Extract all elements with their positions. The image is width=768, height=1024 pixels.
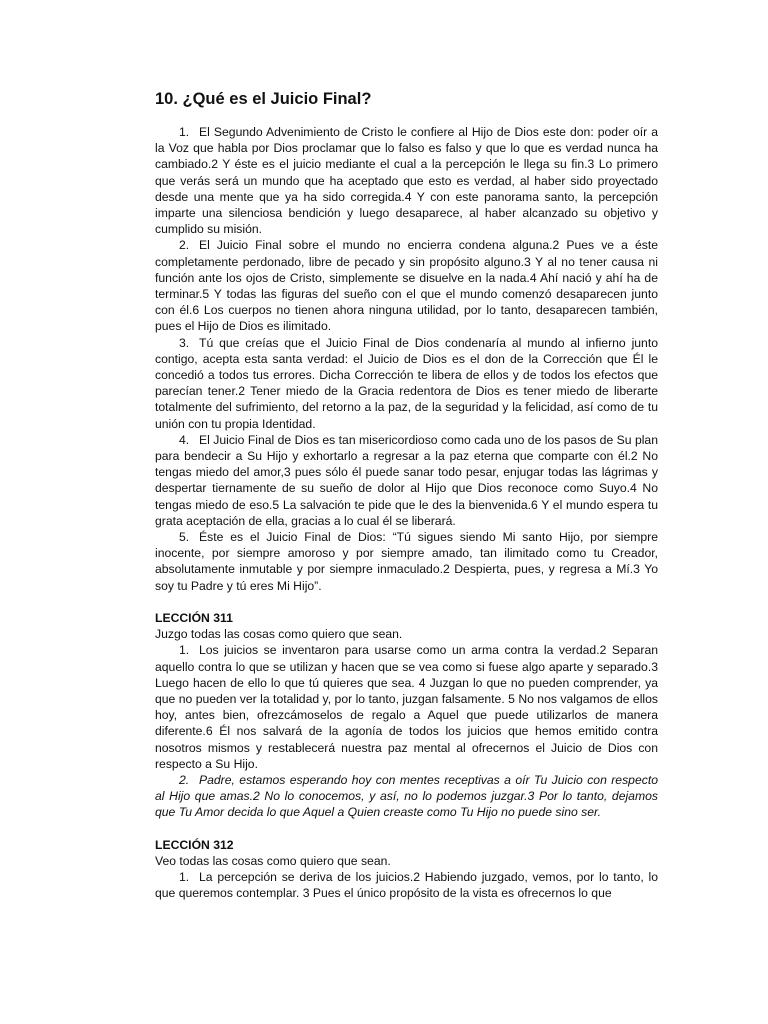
paragraph — [155, 642, 658, 772]
paragraph-number: 5. — [179, 530, 190, 545]
paragraph — [155, 124, 658, 237]
lesson-312-heading: LECCIÓN 312 — [155, 837, 234, 852]
paragraph-text: El Segundo Advenimiento de Cristo le confiere al Hijo de Dios este don: poder oír a la Voz que habla por Dios proclamar que lo falso es falso y que lo que es verdad nunca ha cambiado.2 Y éste es el juicio mediante el cual a la percepción le llega su fin.3 Lo primero que verás será un mundo que ha aceptado que esto es verdad, al haber sido proyectado desde una mente que ya ha sido corregida.4 Y con este panorama santo, la percepción imparte una silenciosa bendición y luego desaparece, al haber alcanzado su objetivo y cumplido su misión. — [155, 125, 658, 237]
prayer-paragraph — [155, 772, 658, 821]
lesson-311-heading: LECCIÓN 311 — [155, 610, 233, 625]
paragraph-number: 4. — [179, 432, 190, 447]
paragraph-number: 1. — [179, 125, 190, 139]
paragraph — [155, 432, 658, 529]
paragraph — [155, 529, 658, 594]
paragraph — [155, 869, 658, 901]
paragraph-text: Éste es el Juicio Final de Dios: “Tú sigues siendo Mi santo Hijo, por siempre inocente, por siempre amoroso y por siempre amado, tan ilimitado como tu Creador, absolutamente inmutable y por siempre inmaculado.2 Despierta, pues, y regresa a Mí.3 Yo soy tu Padre y tú eres Mi Hijo”. — [155, 530, 658, 593]
paragraph-text: La percepción se deriva de los juicios.2 Habiendo juzgado, vemos, por lo tanto, lo que queremos contemplar. 3 Pues el único propósito de la vista es ofrecernos lo que — [155, 869, 658, 901]
paragraph — [155, 237, 658, 334]
paragraph — [155, 335, 658, 432]
paragraph-text: El Juicio Final de Dios es tan misericordioso como cada uno de los pasos de Su plan para bendecir a Su Hijo y exhortarlo a regresar a la paz eterna que comparte con él.2 No tengas miedo del amor,3 pues sólo él puede sanar todo pesar, enjugar todas las lágrimas y despertar tiernamente de su sueño de dolor al Hijo que Dios reconoce como Suyo.4 No tengas miedo de eso.5 La salvación te pide que le des la bienvenida.6 Y el mundo espera tu grata aceptación de ella, gracias a lo cual él se liberará. — [155, 432, 658, 528]
paragraph-number: 1. — [179, 643, 190, 658]
lesson-312-subtitle: Veo todas las cosas como quiero que sean. — [155, 853, 391, 868]
paragraph-text: Tú que creías que el Juicio Final de Dios condenaría al mundo al infierno junto contigo, acepta esta santa verdad: el Juicio de Dios es el don de la Corrección que Él le concedió a todos tus errores. Dicha Corrección te libera de ellos y de todos los efectos que parecían tener.2 Tener miedo de la Gracia redentora de Dios es tener miedo de liberarte totalmente del sufrimiento, del retorno a la paz, de la seguridad y la felicidad, así como de tu unión con tu propia Identidad. — [155, 335, 658, 431]
paragraph-number: 2. — [179, 772, 190, 787]
paragraph-number: 3. — [179, 335, 190, 350]
paragraph-text: Padre, estamos esperando hoy con mentes receptivas a oír Tu Juicio con respecto al Hijo que amas.2 No lo conocemos, y así, no lo podemos juzgar.3 Por lo tanto, dejamos que Tu Amor decida lo que Aquel a Quien creaste como Tu Hijo no puede sino ser. — [155, 772, 658, 820]
section-title: 10. ¿Qué es el Juicio Final? — [155, 90, 372, 108]
paragraph-text: Los juicios se inventaron para usarse como un arma contra la verdad.2 Separan aquello contra lo que se utilizan y hacen que se vea como si fuese algo aparte y separado.3 Luego hacen de ello lo que tú quieres que sea. 4 Juzgan lo que no pueden comprender, ya que no pueden ver la totalidad y, por lo tanto, juzgan falsamente. 5 No nos valgamos de ellos hoy, antes bien, ofrezcámoselos de regalo a Aquel que puede utilizarlos de manera diferente.6 Él nos salvará de la agonía de todos los juicios que hemos emitido contra nosotros mismos y restablecerá nuestra paz mental al ofrecernos el Juicio de Dios con respecto a Su Hijo. — [155, 643, 658, 771]
paragraph-text: El Juicio Final sobre el mundo no encierra condena alguna.2 Pues ve a éste completamente perdonado, libre de pecado y sin propósito alguno.3 Y al no tener causa ni función ante los ojos de Cristo, simplemente se disuelve en la nada.4 Ahí nació y ahí ha de terminar.5 Y todas las figuras del sueño con el que el mundo comenzó desaparecen junto con él.6 Los cuerpos no tienen ahora ninguna utilidad, por lo tanto, desaparecen también, pues el Hijo de Dios es ilimitado. — [155, 238, 658, 334]
paragraph-number: 2. — [179, 238, 190, 253]
paragraph-number: 1. — [179, 869, 190, 884]
lesson-311-subtitle: Juzgo todas las cosas como quiero que sean. — [155, 627, 403, 642]
